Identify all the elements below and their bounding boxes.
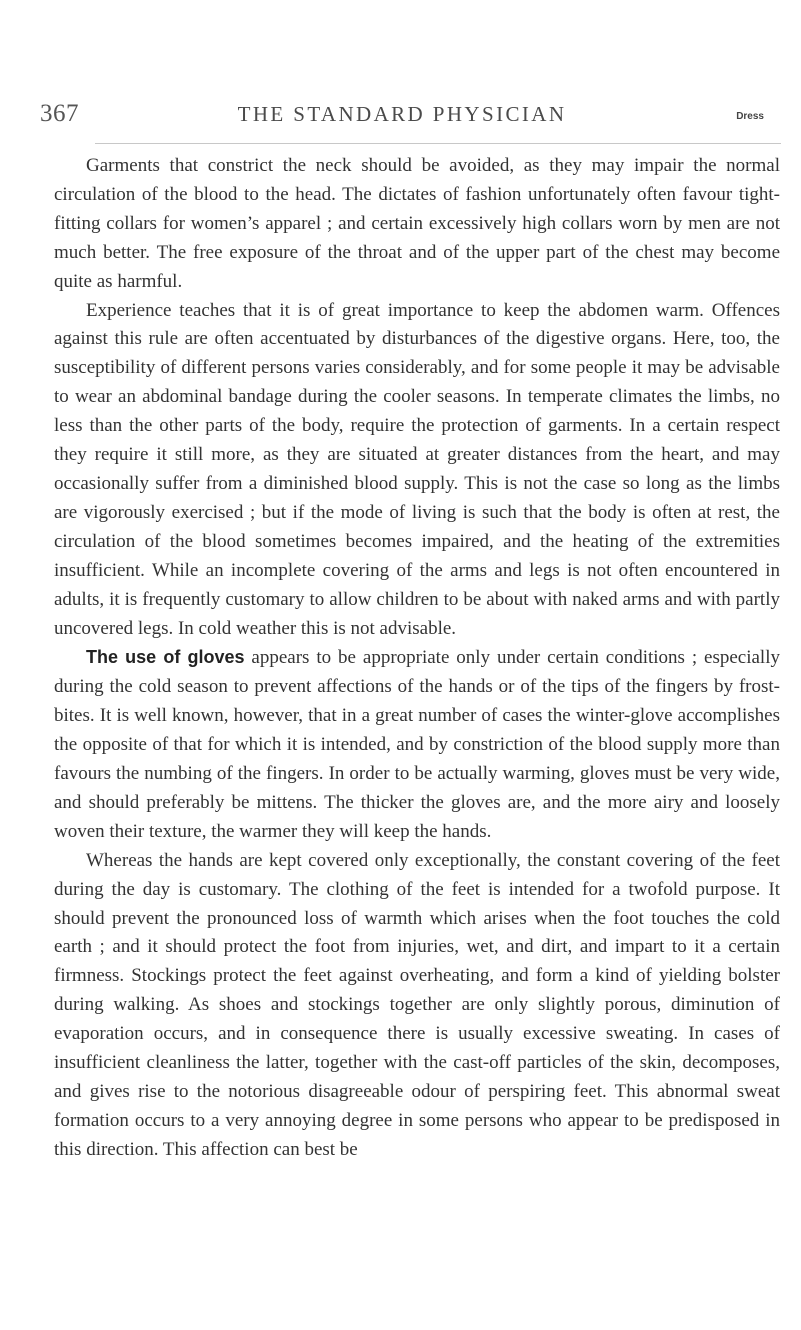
body-text bbox=[54, 152, 780, 1165]
running-title: THE STANDARD PHYSICIAN bbox=[237, 102, 567, 126]
paragraph-sidehead: The use of gloves bbox=[86, 647, 245, 668]
section-side-tag: Dress bbox=[736, 111, 764, 122]
header-rule bbox=[95, 143, 781, 144]
paragraph-text: appears to be appropriate only under certain conditions ; especially during the cold season to prevent affections of the hands or of the tips of the fingers by frost-bites. It is well known, however, that in a great number of cases the winter-glove accomplishes the opposite of that for which it is intended, and by constriction of the blood supply more than favours the numbing of the fingers. In order to be actually warming, gloves must be very wide, and should preferably be mittens. The thicker the gloves are, and the more airy and loosely woven their texture, the warmer they will keep the hands. bbox=[54, 647, 780, 842]
paragraph-feet bbox=[54, 847, 780, 1165]
paragraph-abdomen-limbs bbox=[54, 297, 780, 644]
page-number: 367 bbox=[40, 100, 79, 127]
paragraph-neck-garments bbox=[54, 152, 780, 297]
paragraph-text: Experience teaches that it is of great importance to keep the abdomen warm. Offences against this rule are often accentuated by disturbances of the digestive organs. Here, too, the susceptibility of different persons varies considerably, and for some people it may be advisable to wear an abdominal bandage during the cooler seasons. In temperate climates the limbs, no less than the other parts of the body, require the protection of garments. In a certain respect they require it still more, as they are situated at greater distances from the heart, and may occasionally suffer from a diminished blood supply. This is not the case so long as the limbs are vigorously exercised ; but if the mode of living is such that the body is often at rest, the circulation of the blood sometimes becomes impaired, and the heating of the extremities insufficient. While an incomplete covering of the arms and legs is not often encountered in adults, it is frequently customary to allow children to be about with naked arms and with partly uncovered legs. In cold weather this is not advisable. bbox=[54, 299, 780, 639]
paragraph-gloves bbox=[54, 643, 780, 846]
running-head bbox=[40, 100, 764, 140]
paragraph-text: Whereas the hands are kept covered only exceptionally, the constant covering of the feet during the day is customary. The clothing of the feet is intended for a twofold purpose. It should prevent the pronounced loss of warmth which arises when the foot touches the cold earth ; and it should protect the foot from injuries, wet, and dirt, and impart to it a certain firmness. Stockings protect the feet against overheating, and form a kind of yielding bolster during walking. As shoes and stockings together are only slightly porous, diminution of evaporation occurs, and in consequence there is usually excessive sweating. In cases of insufficient cleanliness the latter, together with the cast-off particles of the skin, decomposes, and gives rise to the notorious disagreeable odour of perspiring feet. This abnormal sweat formation occurs to a very annoying degree in some persons who appear to be predisposed in this direction. This affection can best be bbox=[54, 849, 780, 1160]
paragraph-text: Garments that constrict the neck should be avoided, as they may impair the normal circulation of the blood to the head. The dictates of fashion unfortunately often favour tight-fitting collars for women’s apparel ; and certain excessively high collars worn by men are not much better. The free exposure of the throat and of the upper part of the chest may become quite as harmful. bbox=[54, 155, 780, 292]
